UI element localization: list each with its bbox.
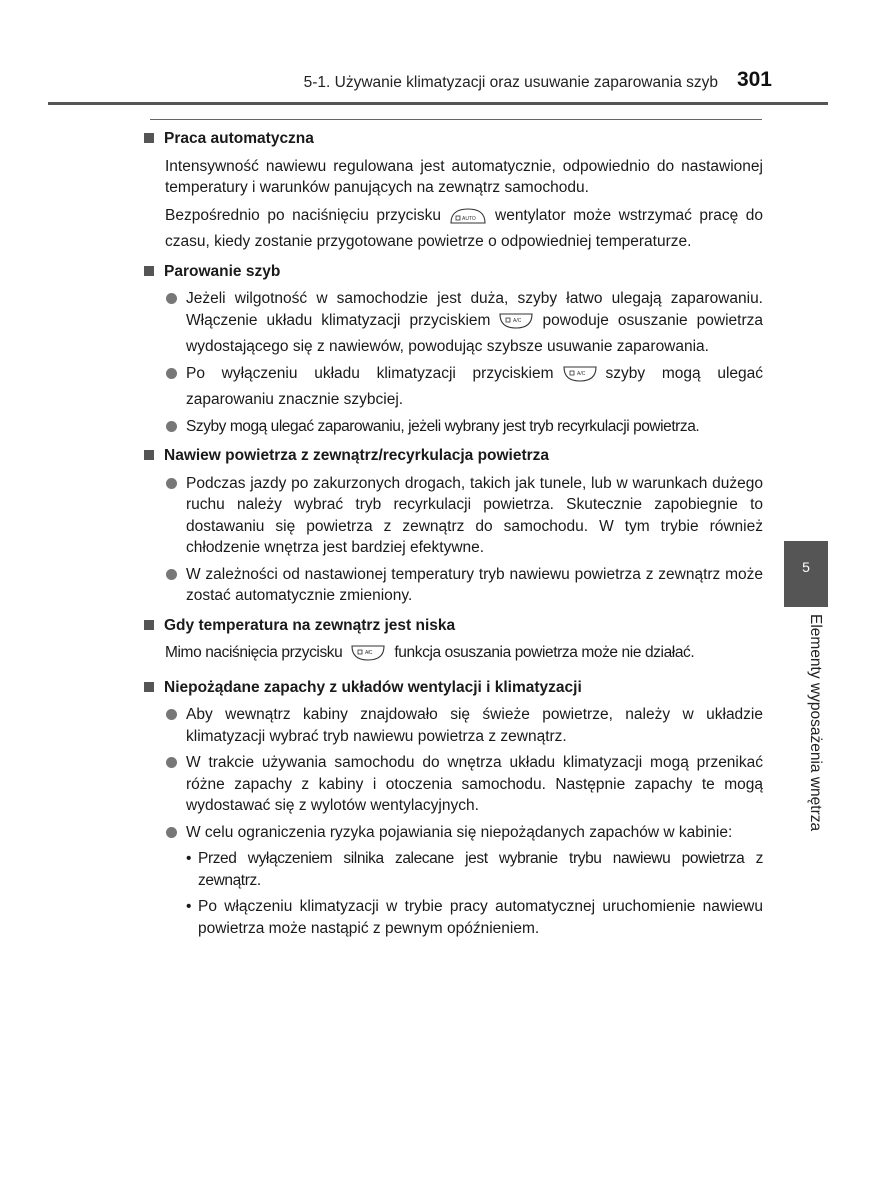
chapter-tab [784,541,828,607]
header-title: 5-1. Używanie klimatyzacji oraz usuwanie zaparowania szyb [303,74,718,91]
svg-text:A/C: A/C [576,370,585,377]
square-bullet-icon [144,133,154,143]
auto-button-icon [449,207,487,232]
square-bullet-icon [144,620,154,630]
low-temp-paragraph: Mimo naciśnięcia przycisku A/C funkcja osuszania powietrza może nie działać. [165,642,763,669]
automatic-paragraph-1: Intensywność nawiewu regulowana jest automatycznie, odpowiednio do nastawionej temperatury i warunków panujących na zewnątrz samochodu. [165,157,763,196]
round-bullet-icon [166,569,177,580]
round-bullet-icon [166,709,177,720]
odors-bullet-3: W celu ograniczenia ryzyka pojawiania się niepożądanych zapachów w kabinie: [186,822,763,844]
round-bullet-icon [166,757,177,768]
chapter-number: 5 [802,559,810,575]
square-bullet-icon [144,682,154,692]
section-heading-low-temp: Gdy temperatura na zewnątrz jest niska [143,615,763,637]
odors-bullet-2: W trakcie używania samochodu do wnętrza układu klimatyzacji mogą przenikać różne zapachy z kabiny i otoczenia samochodu. Następnie zapachy te mogą wydostawać się z wylotów wentylacyjnych. [186,752,763,817]
odors-sub-bullet-2: • Po włączeniu klimatyzacji w trybie pracy automatycznej uruchomienie nawiewu powietrza może nastąpić z pewnym opóźnieniem. [186,898,763,937]
page-header [48,68,828,105]
fogging-bullet-3: Szyby mogą ulegać zaparowaniu, jeżeli wybrany jest tryb recyrkulacji powietrza. [186,416,763,438]
sub-bullet-marker: • [186,850,192,867]
automatic-paragraph-2: Bezpośrednio po naciśnięciu przycisku AUTO wentylator może wstrzymać pracę do czasu, kiedy zostanie przygotowane powietrze o odpowiedniej temperaturze. [165,206,763,250]
section-heading-recirculation: Nawiew powietrza z zewnątrz/recyrkulacja powietrza [143,445,763,467]
round-bullet-icon [166,293,177,304]
svg-text:A/C: A/C [513,317,522,324]
ac-button-icon [498,312,534,337]
odors-bullet-1: Aby wewnątrz kabiny znajdowało się świeże powietrze, należy w układzie klimatyzacji wybrać tryb nawiewu powietrza z zewnątrz. [186,704,763,747]
square-bullet-icon [144,266,154,276]
page-number: 301 [736,68,772,91]
section-heading-odors: Niepożądane zapachy z układów wentylacji i klimatyzacji [143,677,763,699]
ac-button-icon [562,365,598,390]
recirculation-bullet-1: Podczas jazdy po zakurzonych drogach, takich jak tunele, lub w warunkach dużego ruchu należy wybrać tryb recyrkulacji powietrza. Skutecznie zapobiegnie to dostawaniu się powietrza z zewnątrz do samochodu. W tym trybie również chłodzenie wnętrza jest bardziej efektywne. [186,473,763,559]
recirculation-bullet-2: W zależności od nastawionej temperatury tryb nawiewu powietrza z zewnątrz może zostać automatycznie zmieniony. [186,564,763,607]
fogging-bullet-2: Po wyłączeniu układu klimatyzacji przyciskiem A/C szyby mogą ulegać zaparowaniu znacznie szybciej. [186,363,763,411]
page-content [143,128,763,944]
round-bullet-icon [166,478,177,489]
svg-text:AUTO: AUTO [462,215,476,222]
round-bullet-icon [166,827,177,838]
ac-button-icon [350,644,386,669]
round-bullet-icon [166,421,177,432]
odors-sub-bullet-1: • Przed wyłączeniem silnika zalecane jest wybranie trybu nawiewu powietrza z zewnątrz. [186,850,763,889]
chapter-label: Elementy wyposażenia wnętrza [807,614,824,832]
header-sub-rule [150,119,762,120]
section-heading-automatic: Praca automatyczna [143,128,763,150]
section-heading-fogging: Parowanie szyb [143,261,763,283]
sub-bullet-marker: • [186,898,192,915]
svg-text:A/C: A/C [365,650,373,656]
fogging-bullet-1: Jeżeli wilgotność w samochodzie jest duża, szyby łatwo ulegają zaparowaniu. Włączenie układu klimatyzacji przyciskiem A/C powoduje osuszanie powietrza wydostającego się z nawiewów, powodując szybsze usuwanie zaparowania. [186,288,763,358]
round-bullet-icon [166,368,177,379]
square-bullet-icon [144,450,154,460]
